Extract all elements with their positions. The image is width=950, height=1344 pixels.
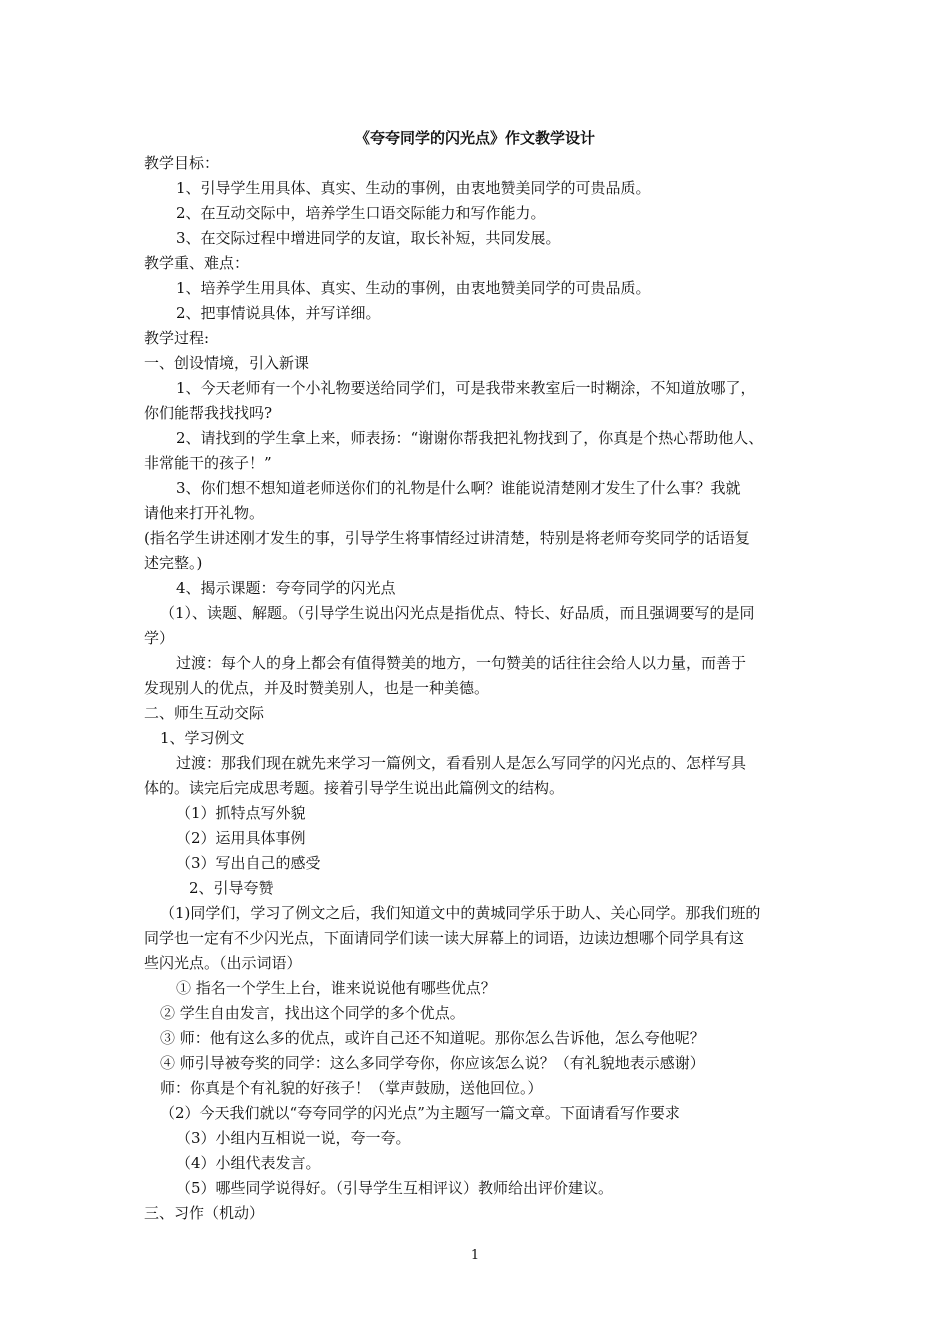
text-line: ③ 师：他有这么多的优点，或许自己还不知道呢。那你怎么告诉他，怎么夸他呢？ (160, 1029, 705, 1047)
text-line: 教学目标： (144, 154, 220, 172)
text-line: 述完整。) (144, 554, 203, 572)
text-line: （1）抓特点写外貌 (176, 804, 306, 822)
text-line: 过渡：每个人的身上都会有值得赞美的地方，一句赞美的话往往会给人以力量，而善于 (176, 654, 747, 672)
text-line: 1、培养学生用具体、真实、生动的事例，由衷地赞美同学的可贵品质。 (176, 279, 651, 297)
text-line: 体的。读完后完成思考题。接着引导学生说出此篇例文的结构。 (144, 779, 565, 797)
text-line: （4）小组代表发言。 (176, 1154, 321, 1172)
text-line: 非常能干的孩子！” (144, 454, 272, 472)
text-line: 三、习作（机动） (144, 1204, 265, 1222)
document-title: 《夸夸同学的闪光点》作文教学设计 (354, 129, 595, 147)
text-line: （1）、读题、解题。（引导学生说出闪光点是指优点、特长、好品质，而且强调要写的是同 (160, 604, 755, 622)
text-line: 1、学习例文 (160, 729, 245, 747)
text-line: 教学重、难点： (144, 254, 250, 272)
text-line: (指名学生讲述刚才发生的事，引导学生将事情经过讲清楚，特别是将老师夸奖同学的话语复 (144, 529, 750, 547)
text-line: 1、引导学生用具体、真实、生动的事例，由衷地赞美同学的可贵品质。 (176, 179, 651, 197)
text-line: ② 学生自由发言，找出这个同学的多个优点。 (160, 1004, 465, 1022)
text-line: 发现别人的优点，并及时赞美别人，也是一种美德。 (144, 679, 490, 697)
text-line: 4、揭示课题：夸夸同学的闪光点 (176, 579, 396, 597)
text-line: 2、在互动交际中，培养学生口语交际能力和写作能力。 (176, 204, 546, 222)
text-line: （3）小组内互相说一说，夸一夸。 (176, 1129, 411, 1147)
text-line: 一、创设情境，引入新课 (144, 354, 310, 372)
text-line: 请他来打开礼物。 (144, 504, 265, 522)
text-line: ④ 师引导被夸奖的同学：这么多同学夸你，你应该怎么说？（有礼貌地表示感谢） (160, 1054, 705, 1072)
text-line: ① 指名一个学生上台，谁来说说他有哪些优点？ (176, 979, 496, 997)
text-line: 2、引导夸赞 (189, 879, 274, 897)
text-line: （5）哪些同学说得好。（引导学生互相评议）教师给出评价建议。 (176, 1179, 614, 1197)
text-line: 教学过程: (144, 329, 210, 347)
text-line: 师：你真是个有礼貌的好孩子！（掌声鼓励，送他回位。） (160, 1079, 543, 1097)
text-line: 2、请找到的学生拿上来，师表扬：“谢谢你帮我把礼物找到了，你真是个热心帮助他人、 (176, 429, 764, 447)
text-line: 1、今天老师有一个小礼物要送给同学们，可是我带来教室后一时糊涂，不知道放哪了， (176, 379, 756, 397)
text-line: 你们能帮我找找吗? (144, 404, 273, 422)
page-number: 1 (470, 1248, 480, 1263)
text-line: 3、你们想不想知道老师送你们的礼物是什么啊？谁能说清楚刚才发生了什么事？我就 (176, 479, 741, 497)
text-line: 2、把事情说具体，并写详细。 (176, 304, 381, 322)
text-line: （1)同学们，学习了例文之后，我们知道文中的黄城同学乐于助人、关心同学。那我们班的 (160, 904, 761, 922)
text-line: 过渡：那我们现在就先来学习一篇例文，看看别人是怎么写同学的闪光点的、怎样写具 (176, 754, 747, 772)
text-line: 学） (144, 629, 175, 647)
text-line: （2）今天我们就以“夸夸同学的闪光点”为主题写一篇文章。下面请看写作要求 (160, 1104, 680, 1122)
text-line: 二、师生互动交际 (144, 704, 265, 722)
text-line: 3、在交际过程中增进同学的友谊，取长补短，共同发展。 (176, 229, 561, 247)
text-line: 些闪光点。（出示词语） (144, 954, 302, 972)
text-line: （3）写出自己的感受 (176, 854, 321, 872)
text-line: 同学也一定有不少闪光点，下面请同学们读一读大屏幕上的词语，边读边想哪个同学具有这 (144, 929, 745, 947)
text-line: （2）运用具体事例 (176, 829, 306, 847)
